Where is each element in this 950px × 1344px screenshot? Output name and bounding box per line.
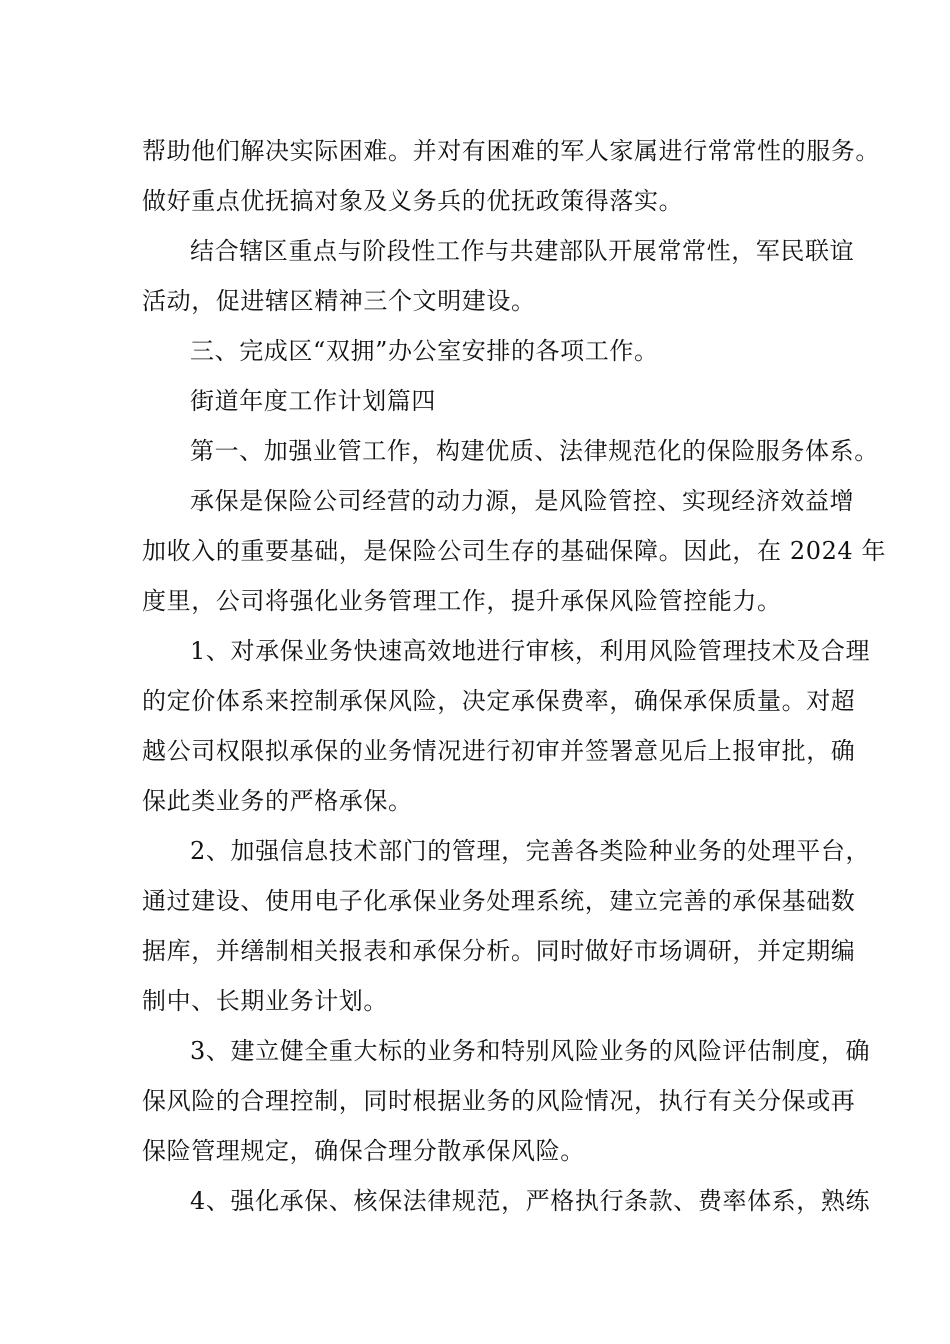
text-line: 2、加强信息技术部门的管理，完善各类险种业务的处理平台，	[190, 837, 871, 865]
text-line: 结合辖区重点与阶段性工作与共建部队开展常常性，军民联谊	[190, 237, 855, 265]
text-line: 第一、加强业管工作，构建优质、法律规范化的保险服务体系。	[190, 437, 879, 465]
text-line: 保险管理规定，确保合理分散承保风险。	[142, 1137, 585, 1165]
section-heading: 街道年度工作计划篇四	[190, 387, 436, 415]
text-line: 三、完成区“双拥”办公室安排的各项工作。	[190, 337, 659, 365]
text-line: 活动，促进辖区精神三个文明建设。	[142, 287, 536, 315]
text-line: 3、建立健全重大标的业务和特别风险业务的风险评估制度，确	[190, 1037, 871, 1065]
text-line: 度里，公司将强化业务管理工作，提升承保风险管控能力。	[142, 587, 782, 615]
text-line: 据库，并缮制相关报表和承保分析。同时做好市场调研，并定期编	[142, 937, 856, 965]
text-line: 承保是保险公司经营的动力源，是风险管控、实现经济效益增	[190, 487, 855, 515]
text-line: 帮助他们解决实际困难。并对有困难的军人家属进行常常性的服务。	[142, 137, 880, 165]
text-line: 制中、长期业务计划。	[142, 987, 388, 1015]
text-line: 4、强化承保、核保法律规范，严格执行条款、费率体系，熟练	[190, 1187, 871, 1215]
text-line: 做好重点优抚搞对象及义务兵的优抚政策得落实。	[142, 187, 684, 215]
text-line: 越公司权限拟承保的业务情况进行初审并签署意见后上报审批，确	[142, 737, 856, 765]
text-line: 1、对承保业务快速高效地进行审核，利用风险管理技术及合理	[190, 637, 871, 665]
text-line: 加收入的重要基础，是保险公司生存的基础保障。因此，在 2024 年	[142, 537, 887, 565]
text-line: 保风险的合理控制，同时根据业务的风险情况，执行有关分保或再	[142, 1087, 856, 1115]
text-line: 通过建设、使用电子化承保业务处理系统，建立完善的承保基础数	[142, 887, 856, 915]
text-line: 保此类业务的严格承保。	[142, 787, 413, 815]
text-line: 的定价体系来控制承保风险，决定承保费率，确保承保质量。对超	[142, 687, 856, 715]
